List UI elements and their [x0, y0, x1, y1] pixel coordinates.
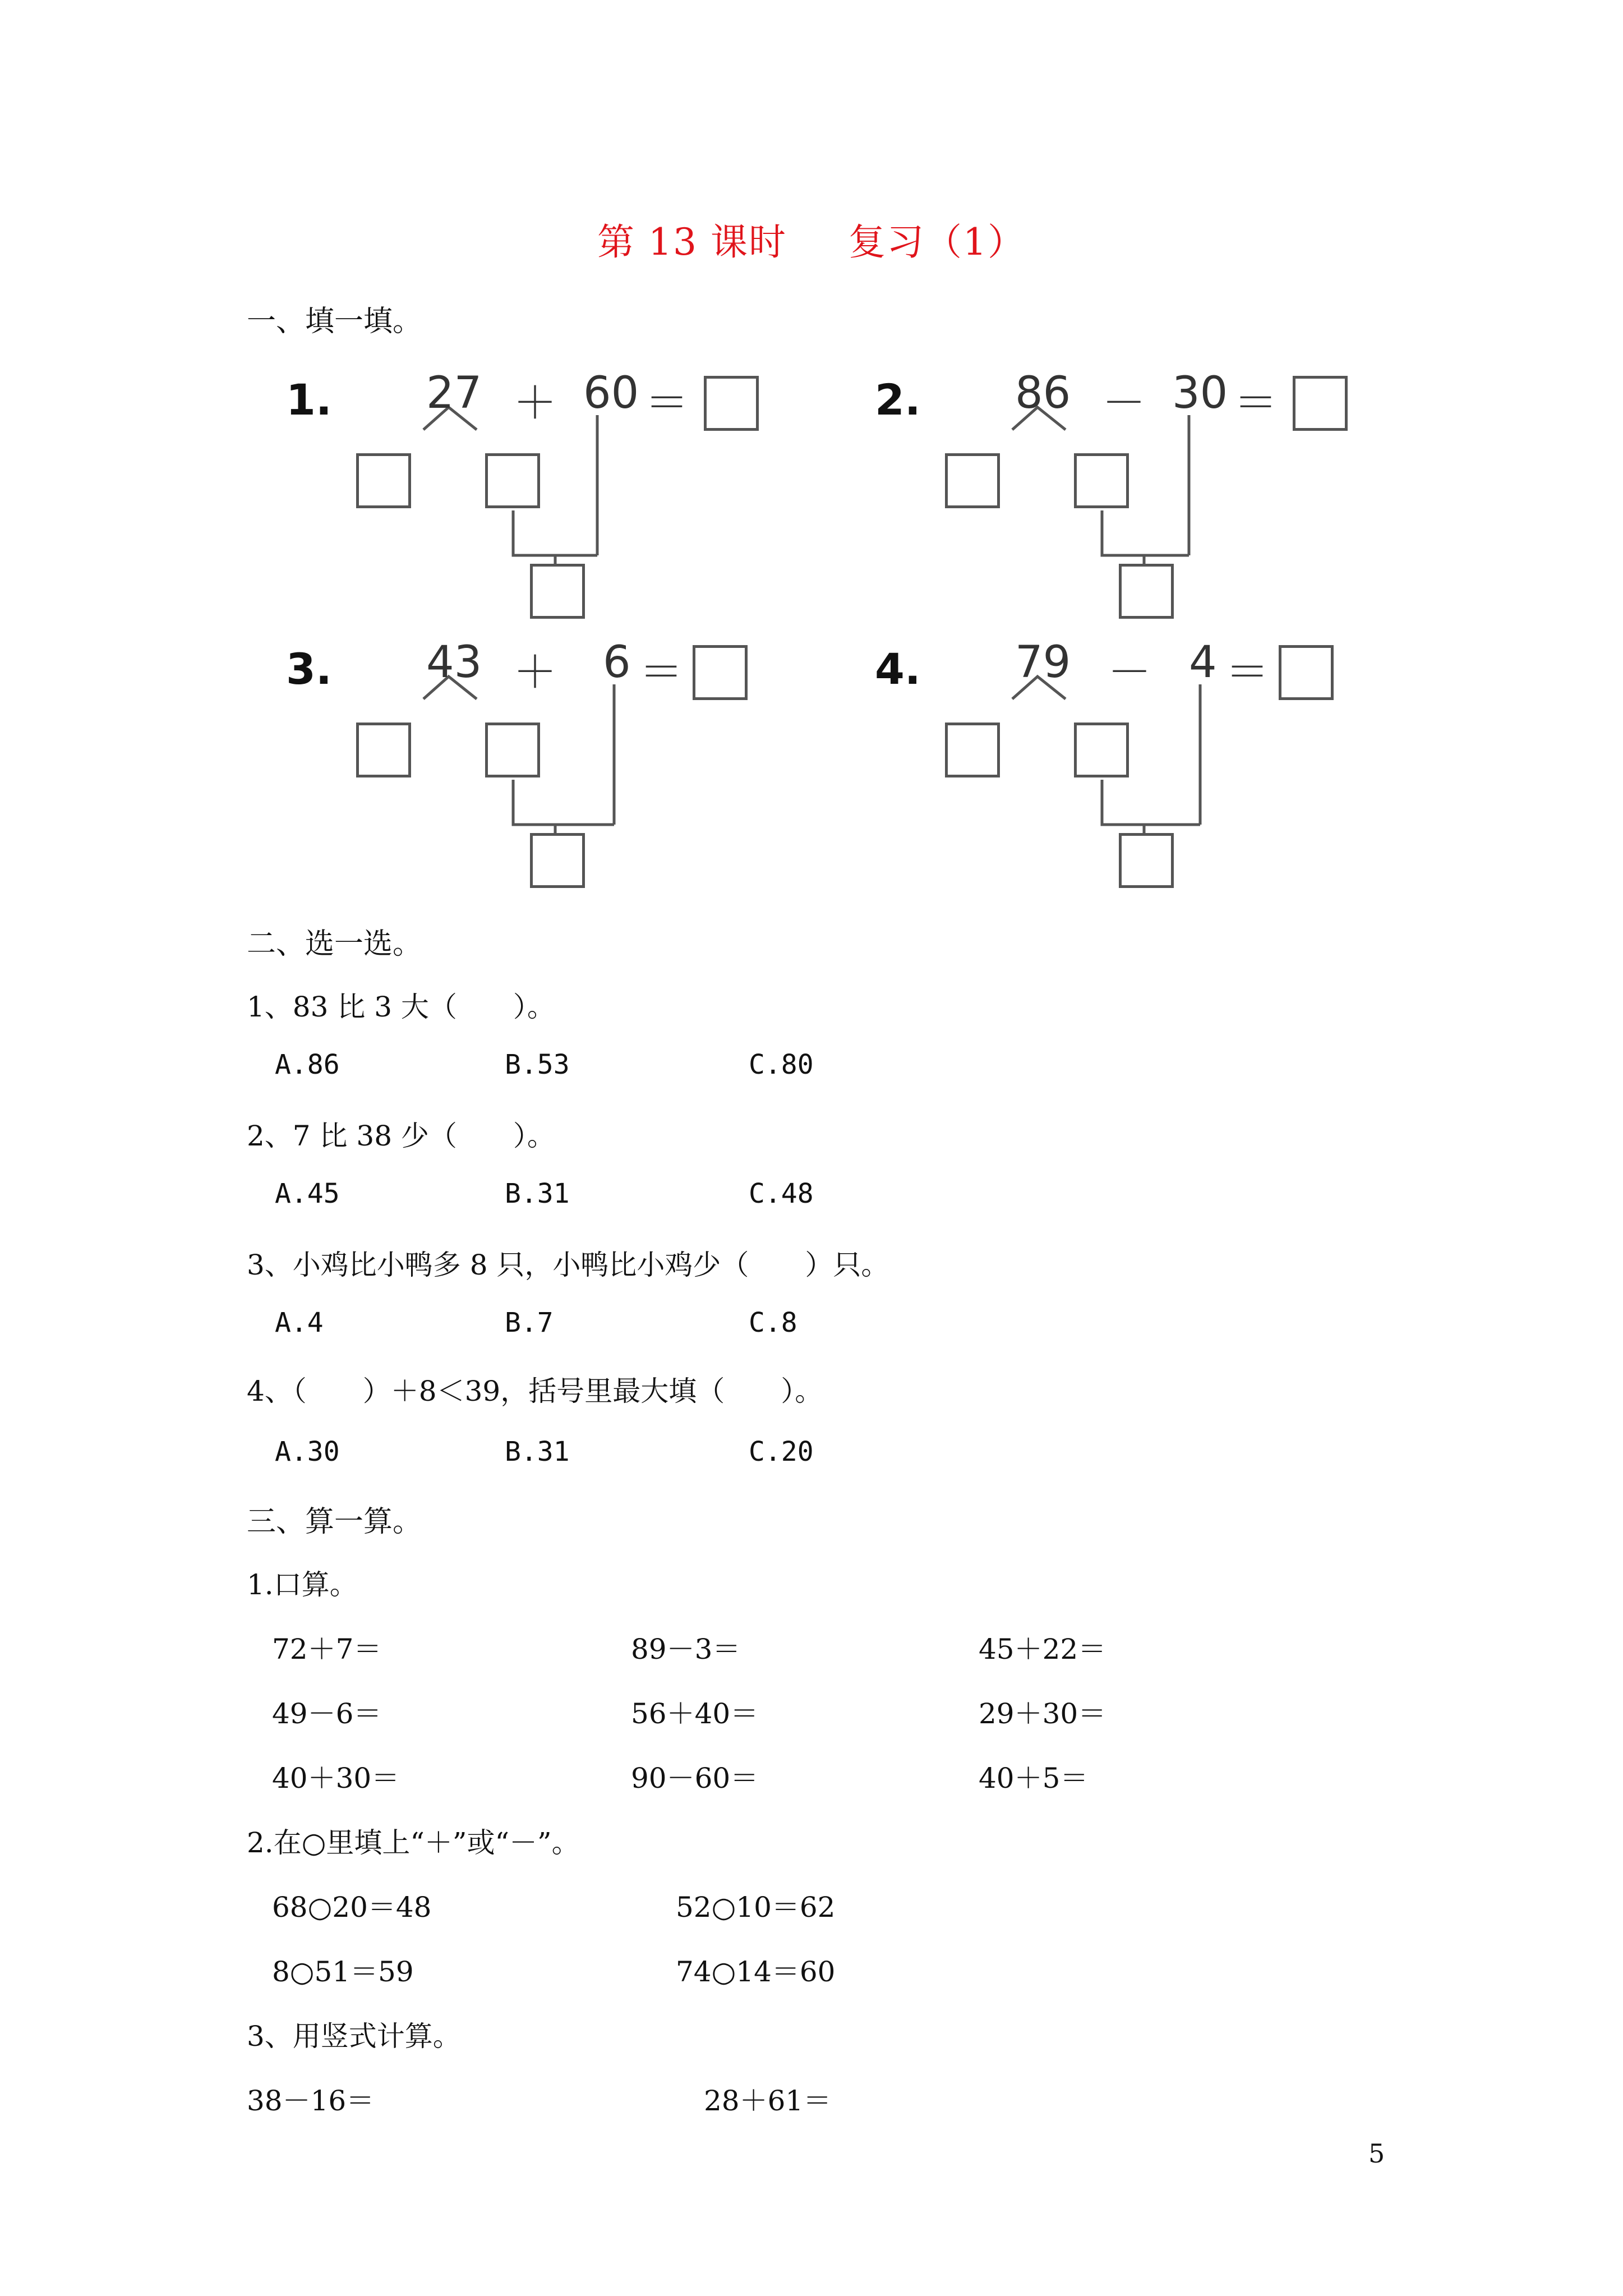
split-box-tens[interactable]: [945, 453, 1000, 508]
split-box-tens[interactable]: [945, 723, 1000, 777]
vertical-calc-item: 38－16＝: [247, 2085, 375, 2117]
answer-box[interactable]: [1293, 376, 1348, 431]
operand-b: 60: [583, 368, 639, 418]
operator: ＋: [513, 378, 557, 429]
mental-math-item: 56＋40＝: [631, 1697, 759, 1730]
equals-sign: ＝: [639, 647, 684, 698]
mental-math-item: 90－60＝: [631, 1762, 759, 1795]
mental-math-item: 29＋30＝: [979, 1697, 1106, 1730]
operand-a: 79: [1015, 637, 1071, 688]
question-3: 3、小鸡比小鸭多 8 只，小鸭比小鸡少（ ）只。: [247, 1249, 889, 1281]
equals-sign: ＝: [1225, 647, 1270, 698]
partial-sum-box[interactable]: [530, 564, 585, 619]
problem-number: 3.: [286, 644, 332, 694]
partial-sum-box[interactable]: [1119, 833, 1174, 888]
split-box-tens[interactable]: [356, 453, 411, 508]
answer-box[interactable]: [693, 645, 748, 700]
question-2: 2、7 比 38 少（ ）。: [247, 1120, 555, 1152]
number-bond-problem-1: [286, 359, 847, 639]
number-bond-problem-3: [286, 628, 847, 909]
fill-operator-item[interactable]: 68○20＝48: [272, 1891, 432, 1924]
equals-sign: ＝: [1234, 378, 1278, 429]
option-a[interactable]: A.30: [275, 1436, 340, 1467]
page-number: 5: [1368, 2138, 1385, 2169]
fill-operator-item[interactable]: 52○10＝62: [676, 1891, 836, 1924]
mental-math-item: 40＋30＝: [272, 1762, 400, 1795]
option-c[interactable]: C.20: [749, 1436, 814, 1467]
split-box-ones[interactable]: [1074, 453, 1129, 508]
number-bond-problem-2: [875, 359, 1436, 639]
option-b[interactable]: B.31: [505, 1436, 570, 1467]
fill-operator-item[interactable]: 74○14＝60: [676, 1955, 836, 1988]
page-title: [0, 212, 1623, 265]
question-1: 1、83 比 3 大（ ）。: [247, 991, 555, 1023]
mental-math-item: 72＋7＝: [272, 1633, 382, 1665]
answer-box[interactable]: [1279, 645, 1334, 700]
operand-b: 30: [1172, 368, 1228, 418]
option-a[interactable]: A.4: [275, 1307, 324, 1338]
option-b[interactable]: B.7: [505, 1307, 554, 1338]
mental-math-item: 49－6＝: [272, 1697, 382, 1730]
operator: －: [1108, 647, 1152, 698]
option-c[interactable]: C.48: [749, 1178, 814, 1209]
answer-box[interactable]: [704, 376, 759, 431]
mental-math-item: 40＋5＝: [979, 1762, 1089, 1795]
fill-operator-label: 2.在○里填上“＋”或“－”。: [247, 1826, 580, 1859]
problem-number: 1.: [286, 375, 332, 425]
option-b[interactable]: B.31: [505, 1178, 570, 1209]
mental-math-item: 45＋22＝: [979, 1633, 1106, 1665]
vertical-calc-item: 28＋61＝: [704, 2085, 832, 2117]
operand-a: 86: [1015, 368, 1071, 418]
operator: －: [1102, 378, 1146, 429]
problem-number: 2.: [875, 375, 921, 425]
partial-sum-box[interactable]: [530, 833, 585, 888]
split-box-ones[interactable]: [485, 723, 540, 777]
mental-math-item: 89－3＝: [631, 1633, 741, 1665]
option-a[interactable]: A.45: [275, 1178, 340, 1209]
operand-b: 4: [1189, 637, 1217, 688]
lesson-number: 第 13 课时: [597, 220, 787, 264]
split-box-ones[interactable]: [485, 453, 540, 508]
equals-sign: ＝: [645, 378, 689, 429]
fill-operator-item[interactable]: 8○51＝59: [272, 1955, 414, 1988]
operator: ＋: [513, 647, 557, 698]
operand-a: 43: [426, 637, 482, 688]
option-a[interactable]: A.86: [275, 1049, 340, 1080]
section-3-heading: 三、算一算。: [247, 1505, 422, 1539]
operand-a: 27: [426, 368, 482, 418]
mental-math-label: 1.口算。: [247, 1568, 358, 1601]
split-box-ones[interactable]: [1074, 723, 1129, 777]
problem-number: 4.: [875, 644, 921, 694]
operand-b: 6: [603, 637, 631, 688]
section-2-heading: 二、选一选。: [247, 927, 422, 961]
option-c[interactable]: C.80: [749, 1049, 814, 1080]
option-b[interactable]: B.53: [505, 1049, 570, 1080]
lesson-topic: 复习（1）: [848, 220, 1026, 264]
partial-sum-box[interactable]: [1119, 564, 1174, 619]
section-1-heading: 一、填一填。: [247, 305, 422, 338]
question-4: 4、（ ）＋8＜39，括号里最大填（ ）。: [247, 1375, 823, 1407]
number-bond-problem-4: [875, 628, 1436, 909]
split-box-tens[interactable]: [356, 723, 411, 777]
vertical-calc-label: 3、用竖式计算。: [247, 2020, 461, 2053]
option-c[interactable]: C.8: [749, 1307, 797, 1338]
